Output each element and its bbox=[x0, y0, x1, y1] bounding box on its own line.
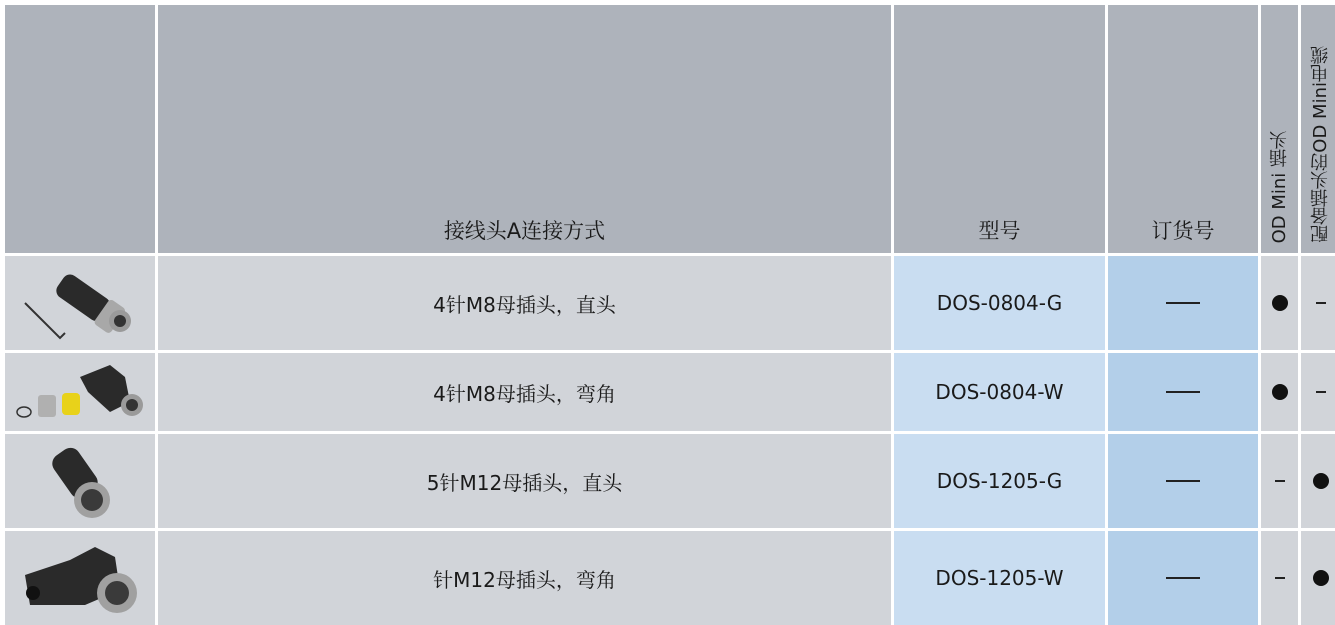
row-3-plug-dash bbox=[1275, 480, 1285, 482]
product-image-m12-straight bbox=[5, 434, 155, 528]
row-4-order-no-dash bbox=[1166, 577, 1200, 579]
header-od-mini-plug bbox=[1261, 5, 1298, 253]
row-1-plug-dot-icon bbox=[1272, 295, 1288, 311]
row-4-plug-dash bbox=[1275, 577, 1285, 579]
header-connection-label: 接线头A连接方式 bbox=[443, 219, 606, 243]
row-3-model bbox=[894, 434, 1105, 528]
row-1-plug bbox=[1261, 256, 1298, 350]
header-od-mini-cable-label: 配备插头的OD Mini电缆 bbox=[1310, 46, 1331, 243]
header-order-no bbox=[1108, 5, 1258, 253]
row-3-order-no-dash bbox=[1166, 480, 1200, 482]
row-3-model-text: DOS-1205-G bbox=[936, 469, 1063, 493]
row-1-order-no bbox=[1108, 256, 1258, 350]
m12-straight-connector-icon bbox=[30, 438, 130, 524]
row-3-cable bbox=[1301, 434, 1335, 528]
row-4-cable-dot-icon bbox=[1313, 570, 1329, 586]
row-2-model bbox=[894, 353, 1105, 431]
m8-angled-connector-icon bbox=[10, 357, 150, 427]
header-image-cell bbox=[5, 5, 155, 253]
row-2-cable bbox=[1301, 353, 1335, 431]
row-4-plug bbox=[1261, 531, 1298, 625]
row-4-model-text: DOS-1205-W bbox=[935, 566, 1064, 590]
product-image-m8-angled bbox=[5, 353, 155, 431]
connector-table bbox=[5, 5, 1335, 625]
row-2-connection-text: 4针M8母插头，弯角 bbox=[433, 381, 616, 406]
row-4-connection bbox=[158, 531, 891, 625]
m8-straight-connector-icon bbox=[20, 263, 140, 343]
row-2-order-no bbox=[1108, 353, 1258, 431]
row-2-plug-dot-icon bbox=[1272, 384, 1288, 400]
header-od-mini-cable bbox=[1301, 5, 1335, 253]
row-1-cable bbox=[1301, 256, 1335, 350]
header-model bbox=[894, 5, 1105, 253]
header-order-no-label: 订货号 bbox=[1151, 219, 1215, 243]
row-2-connection bbox=[158, 353, 891, 431]
row-1-connection bbox=[158, 256, 891, 350]
header-model-label: 型号 bbox=[978, 219, 1021, 243]
product-image-m8-straight bbox=[5, 256, 155, 350]
row-3-plug bbox=[1261, 434, 1298, 528]
row-2-cable-dash bbox=[1316, 391, 1326, 393]
row-4-cable bbox=[1301, 531, 1335, 625]
header-connection bbox=[158, 5, 891, 253]
header-od-mini-plug-label: OD Mini 插头 bbox=[1268, 130, 1290, 243]
row-1-model bbox=[894, 256, 1105, 350]
row-4-order-no bbox=[1108, 531, 1258, 625]
m12-angled-connector-icon bbox=[15, 535, 145, 621]
product-image-m12-angled bbox=[5, 531, 155, 625]
row-2-model-text: DOS-0804-W bbox=[935, 380, 1064, 404]
row-1-model-text: DOS-0804-G bbox=[936, 291, 1063, 315]
row-3-order-no bbox=[1108, 434, 1258, 528]
row-1-cable-dash bbox=[1316, 302, 1326, 304]
row-2-order-no-dash bbox=[1166, 391, 1200, 393]
row-4-model bbox=[894, 531, 1105, 625]
row-1-order-no-dash bbox=[1166, 302, 1200, 304]
row-4-connection-text: 针M12母插头，弯角 bbox=[433, 567, 616, 592]
row-2-plug bbox=[1261, 353, 1298, 431]
row-3-cable-dot-icon bbox=[1313, 473, 1329, 489]
row-3-connection bbox=[158, 434, 891, 528]
row-3-connection-text: 5针M12母插头，直头 bbox=[426, 470, 623, 495]
row-1-connection-text: 4针M8母插头，直头 bbox=[433, 292, 616, 317]
